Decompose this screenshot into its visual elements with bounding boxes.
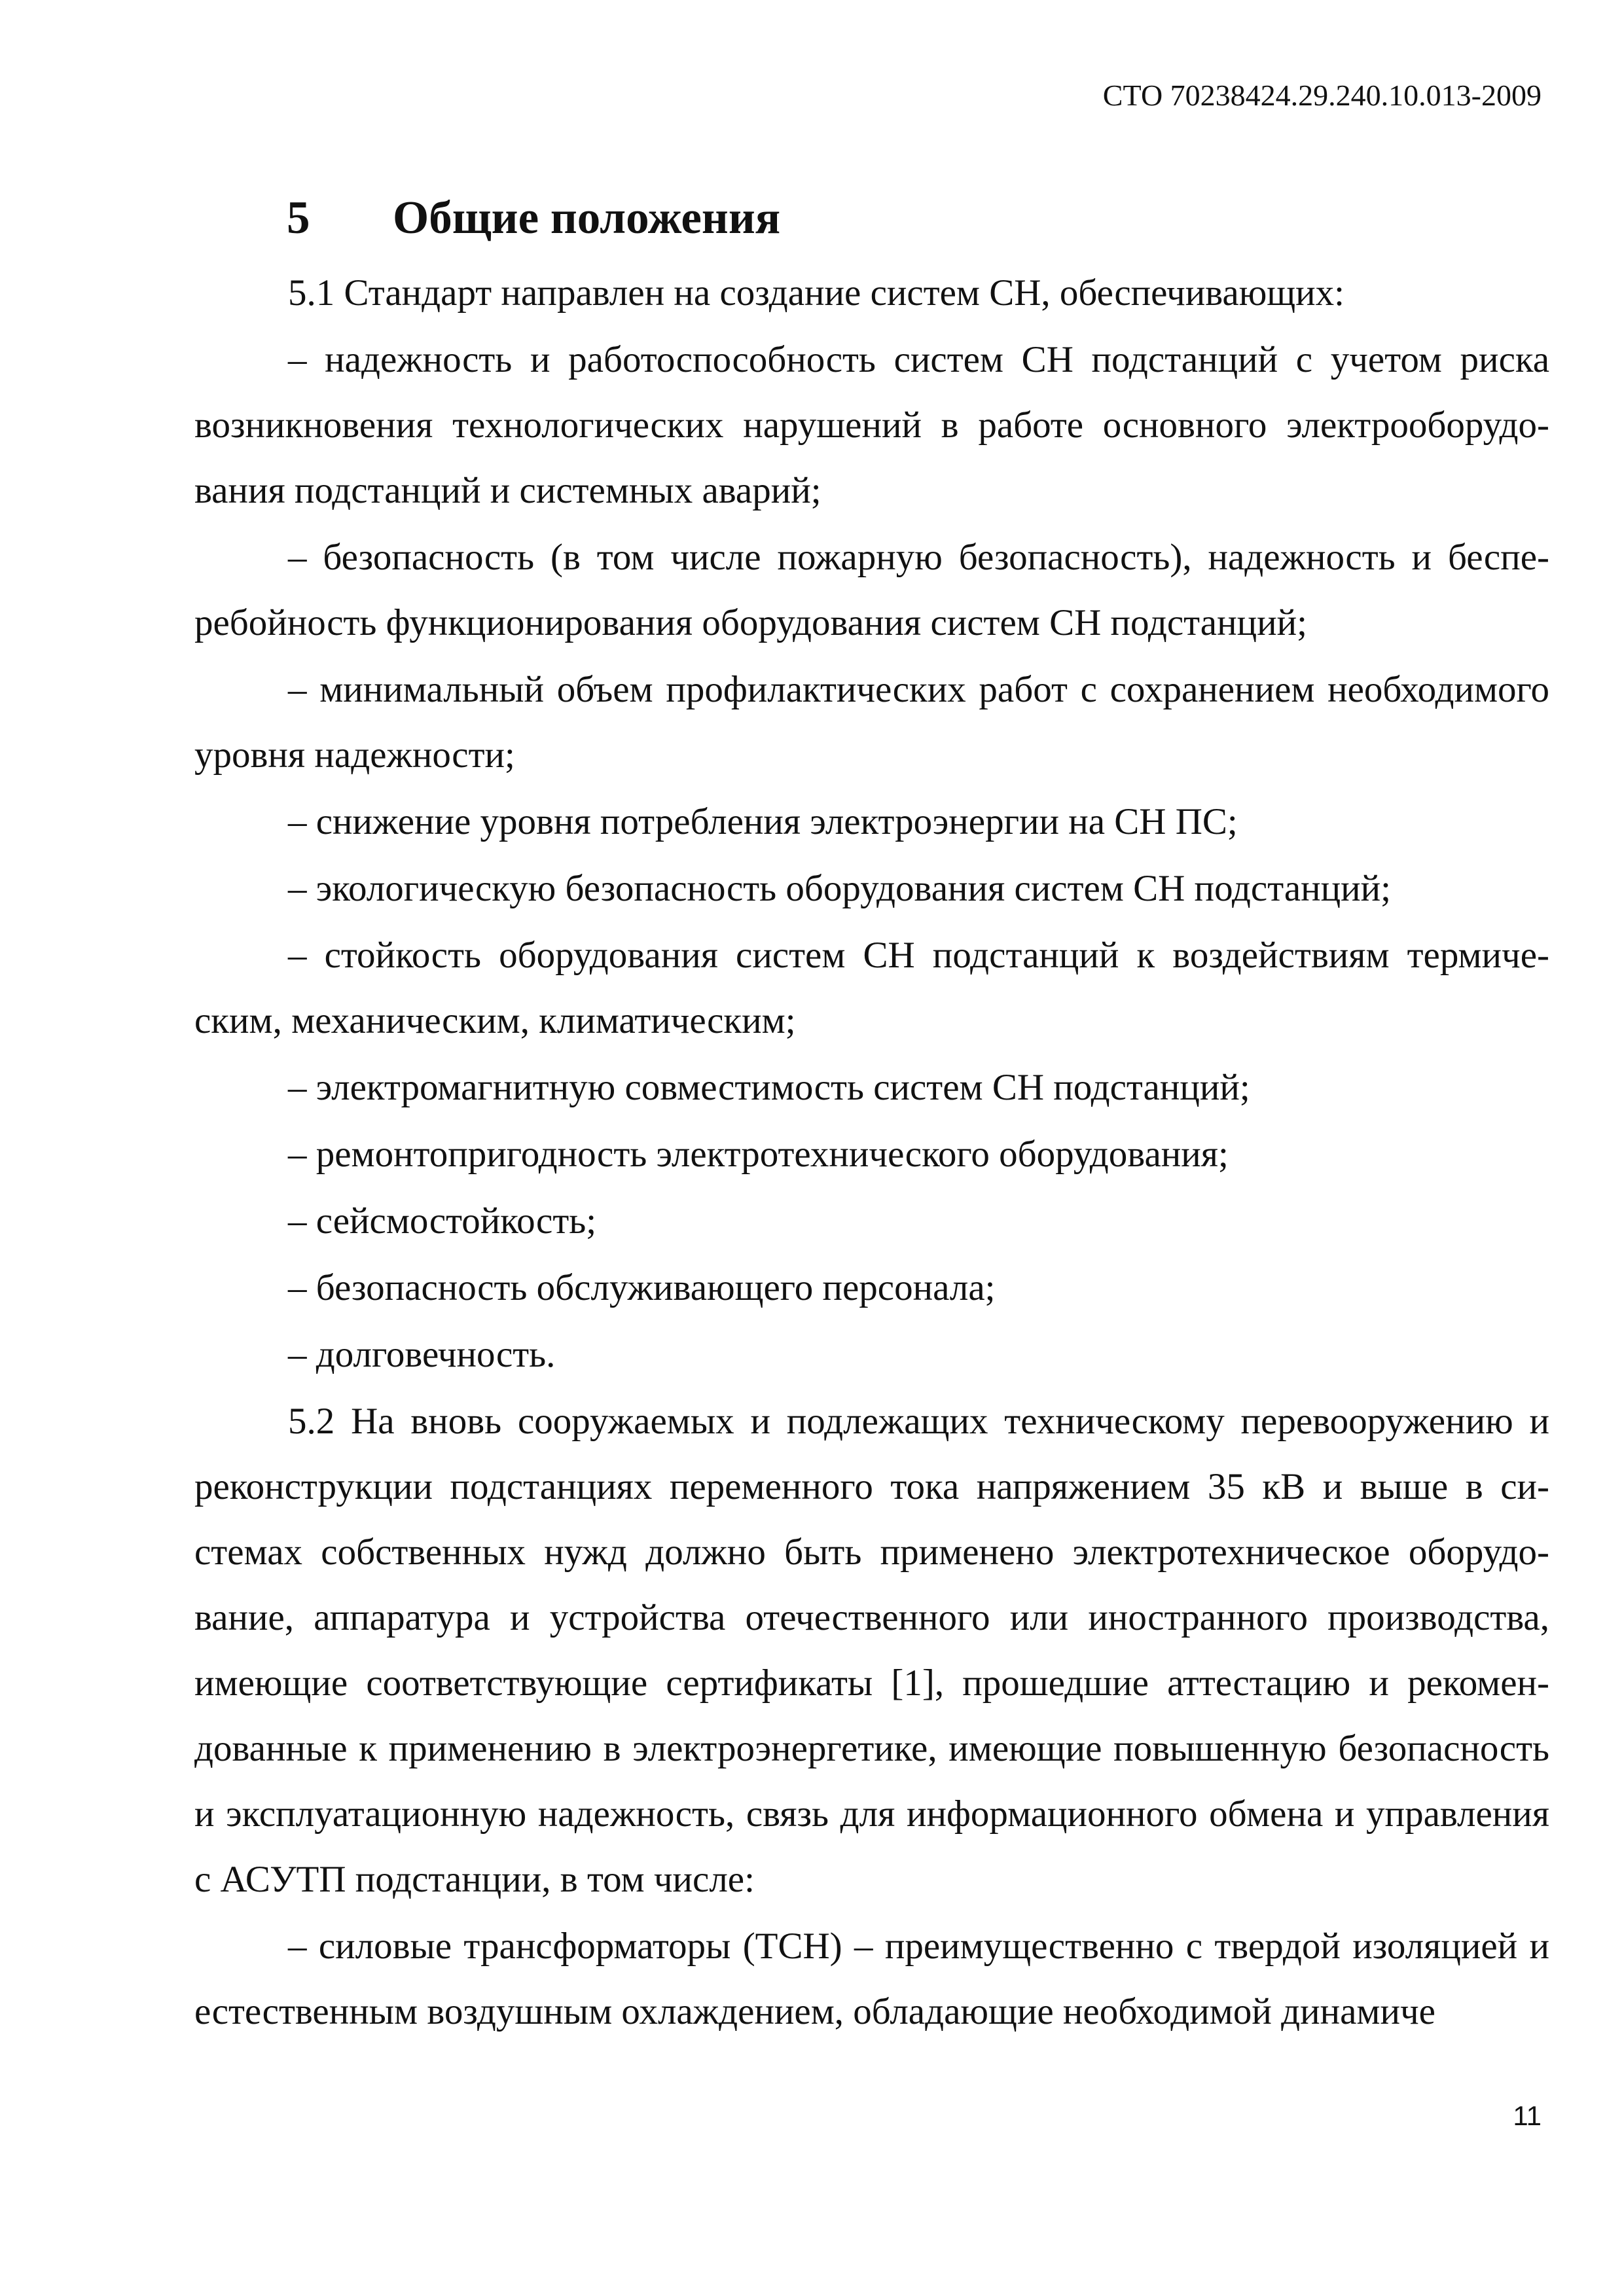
list-item-durability-impacts: – стойкость оборудования систем СН подстанций к воздействиям термическим, механическим, климатическим; (194, 935, 1549, 1041)
list-item-seismic: – сейсмостойкость; (288, 1200, 597, 1242)
page-number: 11 (1513, 2100, 1542, 2131)
section-title: Общие положения (393, 192, 781, 243)
paragraph-5-1-intro: 5.1 Стандарт направлен на создание систем СН, обеспечивающих: (288, 272, 1345, 314)
paragraph-5-2: 5.2 На вновь сооружаемых и подлежащих техническому перевооружению и реконструкции подстанциях переменного тока напряжением 35 кВ и выше в системах собственных нужд должно быть применено электротехническое оборудование, аппаратура и устройства отечественного или иностранного производства, имеющие соответствующие сертификаты [1], прошедшие аттестацию и рекомендованные к применению в электроэнергетике, имеющие повышенную безопасность и эксплуатационную надежность, связь для информационного обмена и управления с АСУТП подстанции, в том числе: (194, 1401, 1549, 1900)
list-item-repairability: – ремонтопригодность электротехнического оборудования; (288, 1134, 1229, 1175)
list-item-safety: – безопасность (в том числе пожарную безопасность), надежность и бесперебойность функционирования оборудования систем СН подстанций; (194, 537, 1549, 643)
list-item-power-transformers: – силовые трансформаторы (ТСН) – преимущественно с твердой изоляцией и естественным воздушным охлаждением, обладающие необходимой динамиче (194, 1926, 1549, 2032)
body-text (194, 260, 1549, 2046)
list-item-longevity: – долговечность. (288, 1334, 556, 1375)
list-item-reliability: – надежность и работоспособность систем СН подстанций с учетом риска возникновения технологических нарушений в работе основного электрооборудования подстанций и системных аварий; (194, 339, 1549, 511)
list-item-energy-consumption: – снижение уровня потребления электроэнергии на СН ПС; (288, 801, 1238, 842)
list-item-ecological-safety: – экологическую безопасность оборудования систем СН подстанций; (288, 868, 1391, 909)
document-code-header: СТО 70238424.29.240.10.013-2009 (1102, 79, 1542, 112)
list-item-emc: – электромагнитную совместимость систем СН подстанций; (288, 1067, 1250, 1108)
list-item-personnel-safety: – безопасность обслуживающего персонала; (288, 1267, 996, 1308)
section-heading (287, 190, 780, 246)
section-number: 5 (287, 192, 310, 243)
list-item-maintenance: – минимальный объем профилактических работ с сохранением необходимого уровня надежности; (194, 669, 1549, 776)
